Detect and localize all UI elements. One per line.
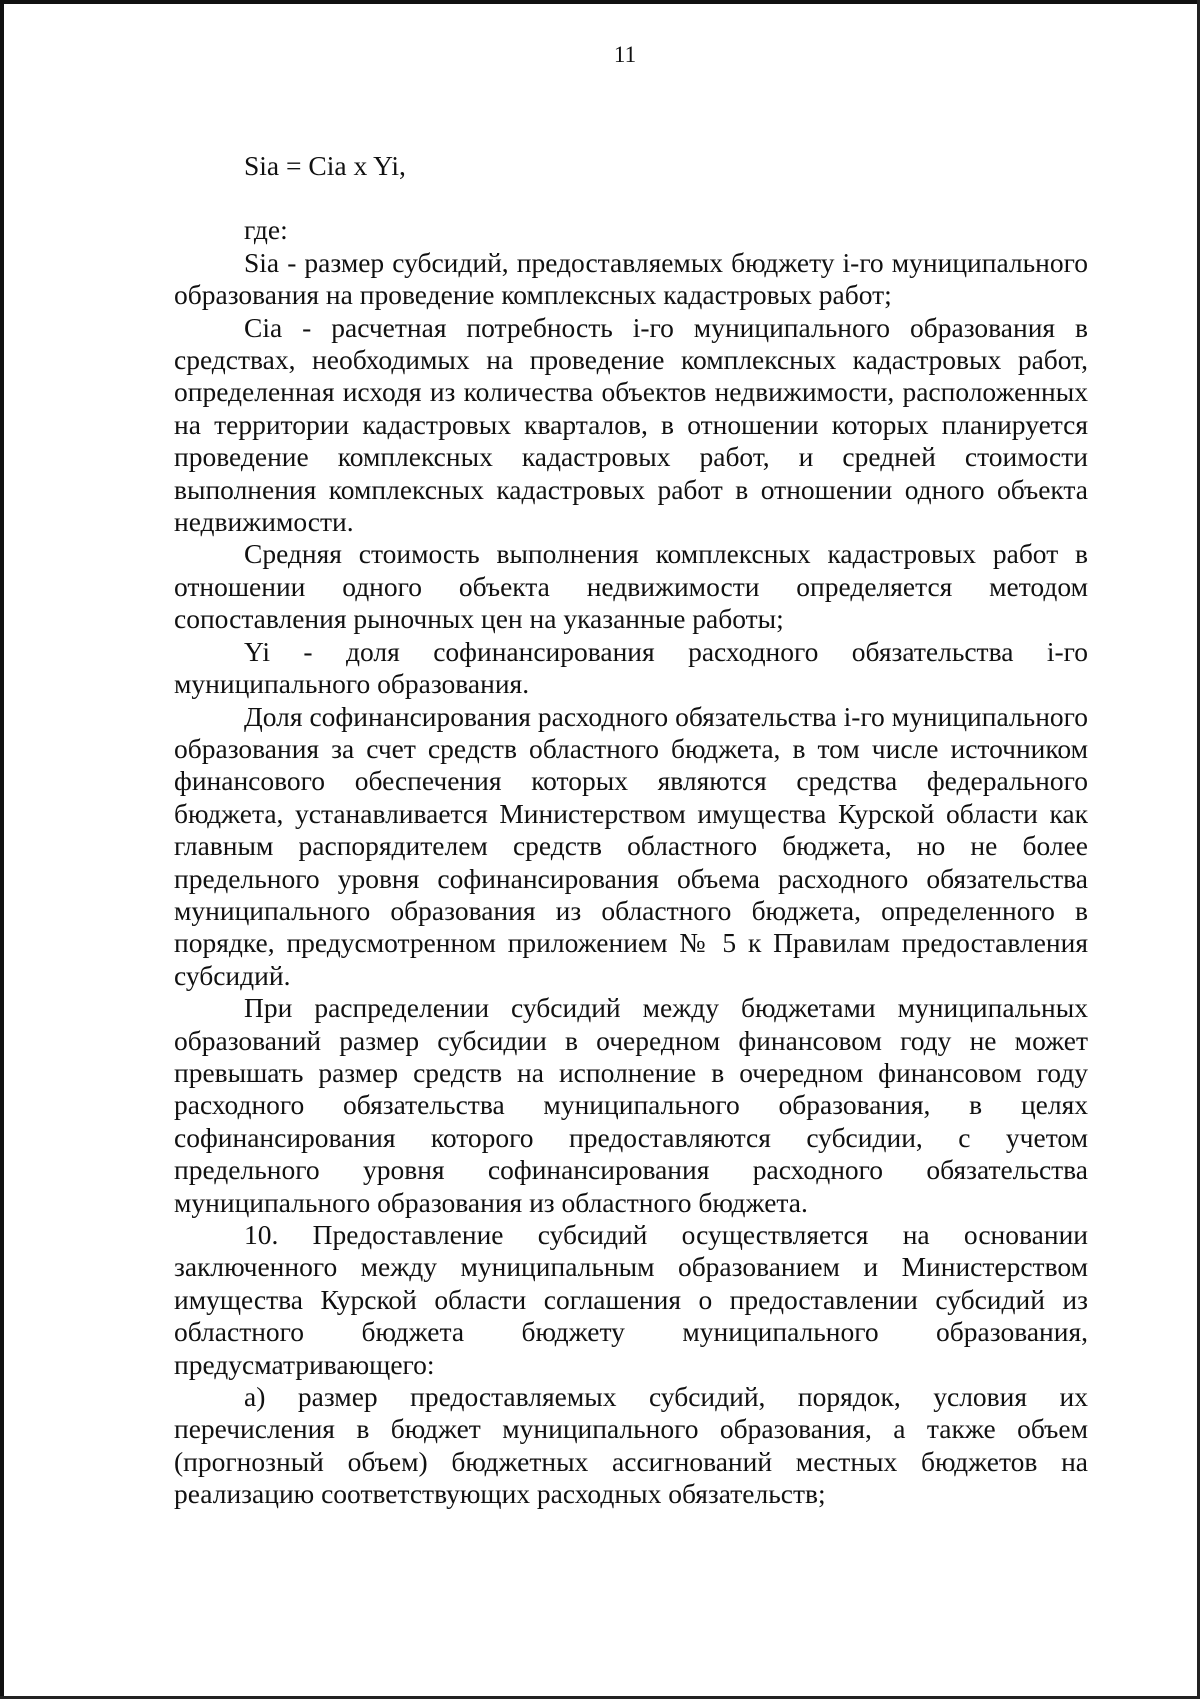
paragraph-average-cost: Средняя стоимость выполнения комплексных кадастровых работ в отношении одного объекта недвижимости определяется методом сопоставления рыночных цен на указанные работы; [174,538,1088,635]
formula-line: Sia = Cia x Yi, [244,150,406,181]
scan-border-top [0,0,1200,4]
paragraph-item-10: 10. Предоставление субсидий осуществляется на основании заключенного между муниципальным образованием и Министерством имущества Курской области соглашения о предоставлении субсидий из областного бюджета бюджету муниципального образования, предусматривающего: [174,1219,1088,1380]
paragraph-yi-definition: Yi - доля софинансирования расходного обязательства i-го муниципального образования. [174,635,1088,700]
document-body [174,150,1088,1511]
paragraph-cofinancing-share: Доля софинансирования расходного обязательства i-го муниципального образования за счет средств областного бюджета, в том числе источником финансового обеспечения которых являются средства федерального бюджета, устанавливается Министерством имущества Курской области как главным распорядителем средств областного бюджета, но не более предельного уровня софинансирования объема расходного обязательства муниципального образования из областного бюджета, определенного в порядке, предусмотренном приложением № 5 к Правилам предоставления субсидий. [174,700,1088,991]
paragraph-sia-definition: Sia - размер субсидий, предоставляемых бюджету i-го муниципального образования на проведение комплексных кадастровых работ; [174,246,1088,311]
paragraph-distribution-rule: При распределении субсидий между бюджетами муниципальных образований размер субсидии в очередном финансовом году не может превышать размер средств на исполнение в очередном финансовом году расходного обязательства муниципального образования, в целях софинансирования которого предоставляются субсидии, с учетом предельного уровня софинансирования расходного обязательства муниципального образования из областного бюджета. [174,992,1088,1218]
where-label: где: [244,214,288,246]
scan-border-left [0,0,4,1699]
paragraph-cia-definition: Cia - расчетная потребность i-го муниципального образования в средствах, необходимых на проведение комплексных кадастровых работ, определенная исходя из количества объектов недвижимости, расположенных на территории кадастровых кварталов, в отношении которых планируется проведение комплексных кадастровых работ, и средней стоимости выполнения комплексных кадастровых работ в отношении одного объекта недвижимости. [174,311,1088,538]
page-number: 11 [613,42,637,67]
paragraph-subitem-a: а) размер предоставляемых субсидий, порядок, условия их перечисления в бюджет муниципального образования, а также объем (прогнозный объем) бюджетных ассигнований местных бюджетов на реализацию соответствующих расходных обязательств; [174,1381,1088,1510]
